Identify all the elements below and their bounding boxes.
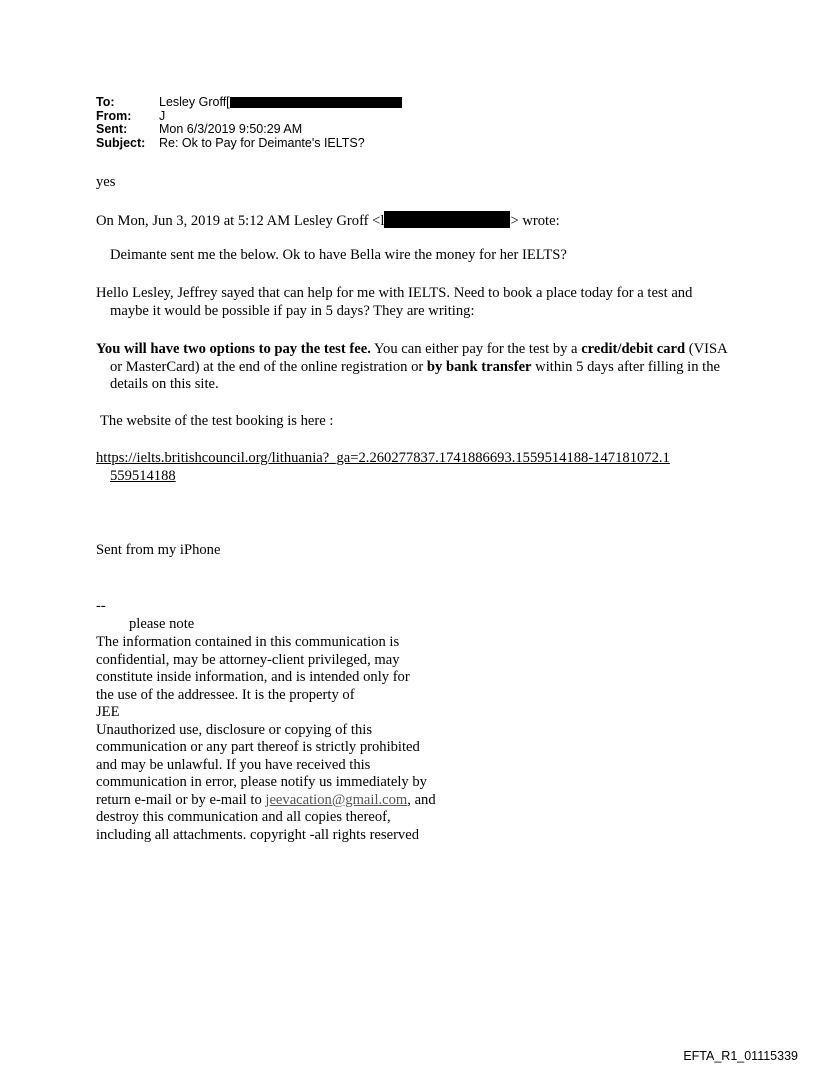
sent-label: Sent:: [96, 122, 128, 136]
header-to-row: [96, 96, 402, 110]
para2-bold-3: by bank transfer: [426, 358, 532, 375]
disclaimer-line: confidential, may be attorney-client privileged, may: [96, 651, 400, 668]
para2-text-3: within 5 days after filling in the details on this site.: [110, 358, 720, 392]
to-name: Lesley Groff[: [159, 95, 230, 109]
header-sent-row: [96, 123, 402, 137]
redaction-bar: [230, 97, 402, 108]
from-label: From:: [96, 108, 132, 123]
to-label: To:: [96, 95, 115, 109]
document-id: EFTA_R1_01115339: [683, 1049, 798, 1063]
reply-text: yes: [96, 174, 116, 190]
signature-dashes: --: [96, 598, 106, 614]
booking-link[interactable]: https://ielts.britishcouncil.org/lithuania?_ga=2.260277837.1741886693.1559514188-147181072.1559514188: [96, 450, 670, 484]
signature-disclaimer: [96, 634, 436, 844]
sent-from-line: Sent from my iPhone: [96, 542, 221, 558]
header-from-row: [96, 110, 402, 124]
disclaimer-line: Unauthorized use, disclosure or copying of this: [96, 721, 373, 738]
quoted-line: Deimante sent me the below. Ok to have Bella wire the money for her IELTS?: [110, 247, 567, 263]
para2-bold-2: credit/debit card: [581, 341, 686, 357]
paragraph-2: [96, 341, 735, 394]
email-line-before: return e-mail or by e-mail to: [96, 791, 266, 808]
paragraph-1: Hello Lesley, Jeffrey sayed that can help for me with IELTS. Need to book a place today for a test and maybe it would be possible if pay in 5 days? They are writing:: [96, 285, 693, 319]
disclaimer-line: the use of the addressee. It is the property of: [96, 686, 355, 703]
disclaimer-email-line: [96, 792, 436, 810]
disclaimer-line: and may be unlawful. If you have received this: [96, 756, 371, 773]
disclaimer-line: including all attachments. copyright -all rights reserved: [96, 826, 419, 843]
email-line-after: , and: [407, 791, 436, 808]
para2-text-1: You can either pay for the test by a: [370, 341, 582, 357]
booking-link-block: [96, 450, 670, 485]
para2-text-2: (VISA or MasterCard) at the end of the online registration or: [110, 341, 727, 375]
quote-intro-before: On Mon, Jun 3, 2019 at 5:12 AM Lesley Groff <l: [96, 213, 385, 229]
redaction-bar: [384, 211, 510, 228]
signature-note: please note: [129, 616, 195, 632]
disclaimer-line: JEE: [96, 704, 120, 720]
disclaimer-line: communication in error, please notify us immediately by: [96, 774, 427, 790]
email-link[interactable]: jeevacation@gmail.com: [265, 791, 408, 808]
para2-bold-1: You will have two options to pay the test fee.: [96, 341, 371, 357]
subject-label: Subject:: [96, 135, 146, 150]
disclaimer-line: destroy this communication and all copies thereof,: [96, 809, 391, 825]
website-line: The website of the test booking is here :: [100, 413, 334, 429]
subject-value: Re: Ok to Pay for Deimante's IELTS?: [159, 135, 365, 150]
header-subject-row: [96, 137, 402, 151]
to-value: [159, 96, 402, 110]
from-value: J: [159, 108, 166, 123]
disclaimer-line: The information contained in this communication is: [96, 634, 400, 650]
quote-intro: [96, 211, 560, 231]
sent-value: Mon 6/3/2019 9:50:29 AM: [159, 122, 303, 136]
disclaimer-line: communication or any part thereof is strictly prohibited: [96, 739, 420, 755]
email-header: [96, 96, 402, 150]
quote-intro-after: > wrote:: [510, 213, 560, 229]
disclaimer-line: constitute inside information, and is intended only for: [96, 669, 410, 685]
